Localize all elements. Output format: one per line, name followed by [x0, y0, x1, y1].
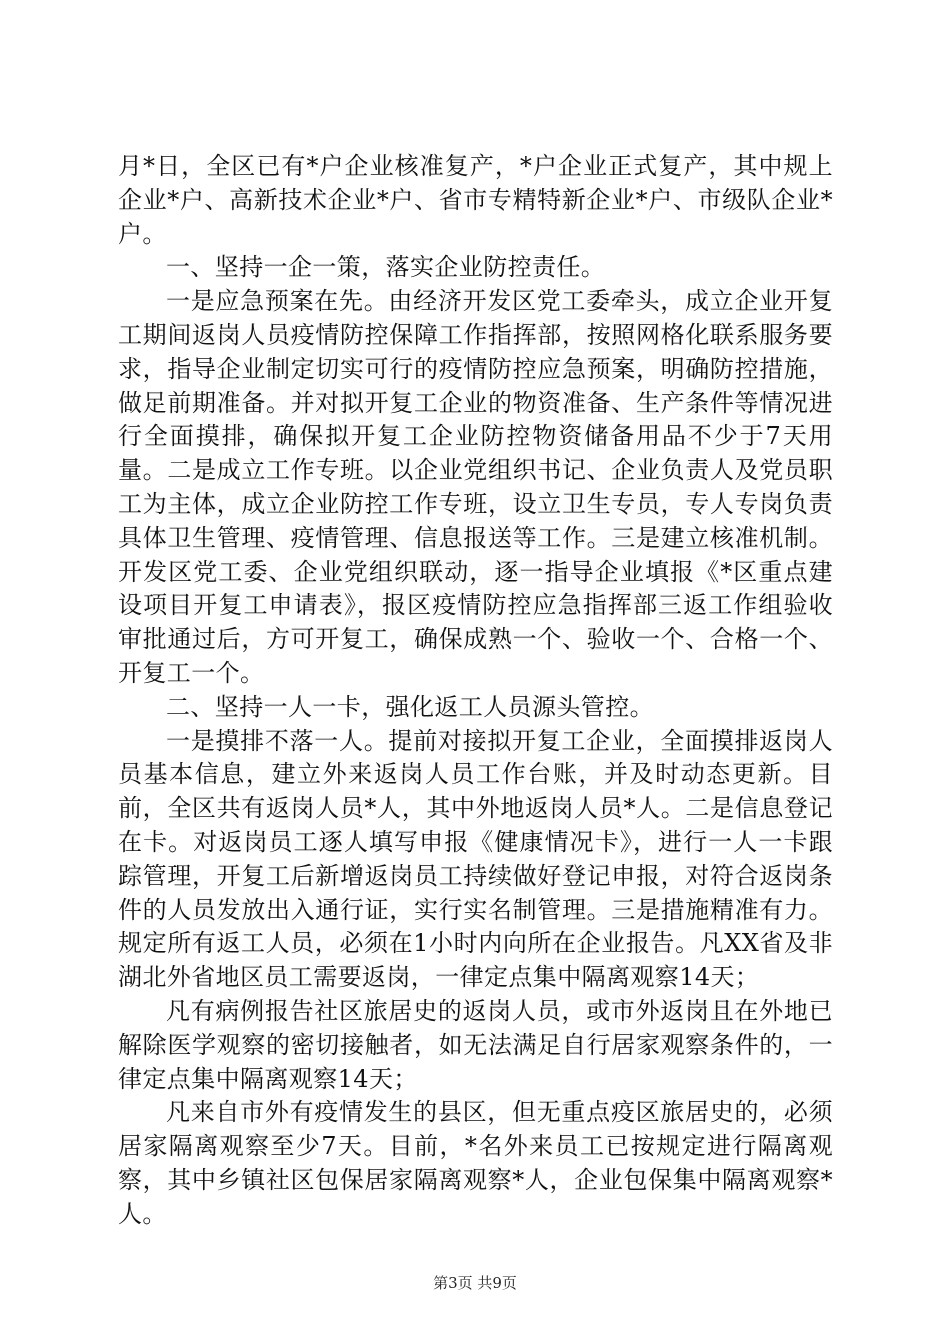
paragraph: 凡有病例报告社区旅居史的返岗人员，或市外返岗且在外地已解除医学观察的密切接触者，如无法满足自行居家观察条件的，一律定点集中隔离观察14天； [118, 996, 833, 1093]
paragraph: 凡来自市外有疫情发生的县区，但无重点疫区旅居史的，必须居家隔离观察至少7天。目前，*名外来员工已按规定进行隔离观察，其中乡镇社区包保居家隔离观察*人，企业包保集中隔离观察*人。 [118, 1098, 833, 1228]
paragraph: 一是摸排不落一人。提前对接拟开复工企业，全面摸排返岗人员基本信息，建立外来返岗人员工作台账，并及时动态更新。目前，全区共有返岗人员*人，其中外地返岗人员*人。二是信息登记在卡。对返岗员工逐人填写申报《健康情况卡》，进行一人一卡跟踪管理，开复工后新增返岗员工持续做好登记申报，对符合返岗条件的人员发放出入通行证，实行实名制管理。三是措施精准有力。规定所有返工人员，必须在1小时内向所在企业报告。凡XX省及非湖北外省地区员工需要返岗，一律定点集中隔离观察14天； [118, 726, 833, 992]
section-heading-2: 二、坚持一人一卡，强化返工人员源头管控。 [166, 692, 654, 721]
paragraph: 一是应急预案在先。由经济开发区党工委牵头，成立企业开复工期间返岗人员疫情防控保障工作指挥部，按照网格化联系服务要求，指导企业制定切实可行的疫情防控应急预案，明确防控措施，做足前期准备。并对拟开复工企业的物资准备、生产条件等情况进行全面摸排，确保拟开复工企业防控物资储备用品不少于7天用量。二是成立工作专班。以企业党组织书记、企业负责人及党员职工为主体，成立企业防控工作专班，设立卫生专员，专人专岗负责具体卫生管理、疫情管理、信息报送等工作。三是建立核准机制。开发区党工委、企业党组织联动，逐一指导企业填报《*区重点建设项目开复工申请表》，报区疫情防控应急指挥部三返工作组验收审批通过后，方可开复工，确保成熟一个、验收一个、合格一个、开复工一个。 [118, 287, 833, 687]
page-number-footer: 第3页 共9页 [433, 1274, 517, 1292]
section-heading-1: 一、坚持一企一策，落实企业防控责任。 [166, 253, 606, 282]
paragraph-continuation: 月*日，全区已有*户企业核准复产，*户企业正式复产，其中规上企业*户、高新技术企业*户、省市专精特新企业*户、市级队企业*户。 [118, 152, 833, 248]
document-body [118, 150, 833, 1232]
